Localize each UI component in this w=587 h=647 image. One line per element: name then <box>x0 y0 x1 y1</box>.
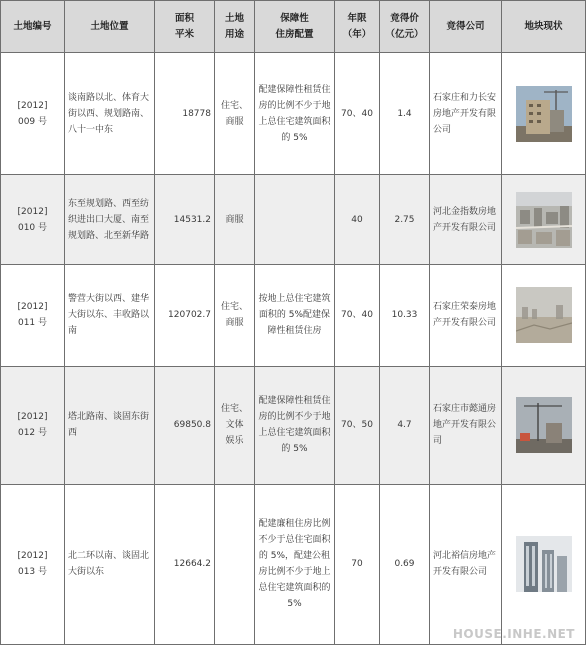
area-cell: 69850.8 <box>155 366 215 484</box>
highrise-towers-photo <box>516 536 572 592</box>
header-location: 土地位置 <box>65 1 155 53</box>
status-photo-cell <box>502 265 586 366</box>
affordable-cell: 配建保障性租赁住房的比例不少于地上总住宅建筑面积的 5% <box>255 366 335 484</box>
area-cell: 18778 <box>155 53 215 175</box>
years-cell: 40 <box>335 175 380 265</box>
price-cell: 1.4 <box>380 53 430 175</box>
hazy-site-photo <box>516 287 572 343</box>
affordable-cell: 按地上总住宅建筑面积的 5%配建保障性租赁住房 <box>255 265 335 366</box>
location-cell: 警营大街以西、建华大街以东、丰收路以南 <box>65 265 155 366</box>
area-cell: 14531.2 <box>155 175 215 265</box>
header-price: 竞得价 （亿元） <box>380 1 430 53</box>
location-cell: 北二环以南、谈固北大街以东 <box>65 484 155 644</box>
header-use: 土地 用途 <box>215 1 255 53</box>
affordable-cell <box>255 175 335 265</box>
land-no-cell: [2012] 011 号 <box>1 265 65 366</box>
affordable-cell: 配建保障性租赁住房的比例不少于地上总住宅建筑面积的 5% <box>255 53 335 175</box>
header-affordable-housing: 保障性 住房配置 <box>255 1 335 53</box>
years-cell: 70、50 <box>335 366 380 484</box>
header-land-no: 土地编号 <box>1 1 65 53</box>
area-cell: 120702.7 <box>155 265 215 366</box>
company-cell: 石家庄市懿通房地产开发有限公司 <box>430 366 502 484</box>
years-cell: 70 <box>335 484 380 644</box>
land-no-cell: [2012] 013 号 <box>1 484 65 644</box>
table-row <box>1 175 586 265</box>
crane-sky-photo <box>516 397 572 453</box>
table-header-row <box>1 1 586 53</box>
table-row <box>1 484 586 644</box>
price-cell: 2.75 <box>380 175 430 265</box>
company-cell: 石家庄和力长安房地产开发有限公司 <box>430 53 502 175</box>
construction-building-photo <box>516 86 572 142</box>
status-photo-cell <box>502 53 586 175</box>
land-no-cell: [2012] 009 号 <box>1 53 65 175</box>
land-no-cell: [2012] 012 号 <box>1 366 65 484</box>
urban-aerial-photo <box>516 192 572 248</box>
land-no-cell: [2012] 010 号 <box>1 175 65 265</box>
status-photo-cell <box>502 484 586 644</box>
company-cell: 石家庄荣泰房地产开发有限公司 <box>430 265 502 366</box>
company-cell: 河北金指数房地产开发有限公司 <box>430 175 502 265</box>
use-cell: 商服 <box>215 175 255 265</box>
use-cell <box>215 484 255 644</box>
status-photo-cell <box>502 366 586 484</box>
header-area: 面积 平米 <box>155 1 215 53</box>
use-cell: 住宅、 商服 <box>215 53 255 175</box>
site-watermark: HOUSE.INHE.NET <box>452 627 575 641</box>
table-row <box>1 265 586 366</box>
header-status: 地块现状 <box>502 1 586 53</box>
table-row <box>1 53 586 175</box>
years-cell: 70、40 <box>335 53 380 175</box>
years-cell: 70、40 <box>335 265 380 366</box>
use-cell: 住宅、 文体 娱乐 <box>215 366 255 484</box>
status-photo-cell <box>502 175 586 265</box>
table-row <box>1 366 586 484</box>
affordable-cell: 配建廉租住房比例不少于总住宅面积的 5%，配建公租房比例不少于地上总住宅建筑面积的 5% <box>255 484 335 644</box>
location-cell: 谈南路以北、体育大街以西、规划路南、八十一中东 <box>65 53 155 175</box>
price-cell: 4.7 <box>380 366 430 484</box>
location-cell: 东至规划路、西至纺织进出口大厦、南至规划路、北至新华路 <box>65 175 155 265</box>
header-company: 竞得公司 <box>430 1 502 53</box>
location-cell: 塔北路南、谈固东街西 <box>65 366 155 484</box>
area-cell: 12664.2 <box>155 484 215 644</box>
price-cell: 0.69 <box>380 484 430 644</box>
header-years: 年限 （年） <box>335 1 380 53</box>
price-cell: 10.33 <box>380 265 430 366</box>
use-cell: 住宅、 商服 <box>215 265 255 366</box>
company-cell: 河北裕信房地产开发有限公司 <box>430 484 502 644</box>
